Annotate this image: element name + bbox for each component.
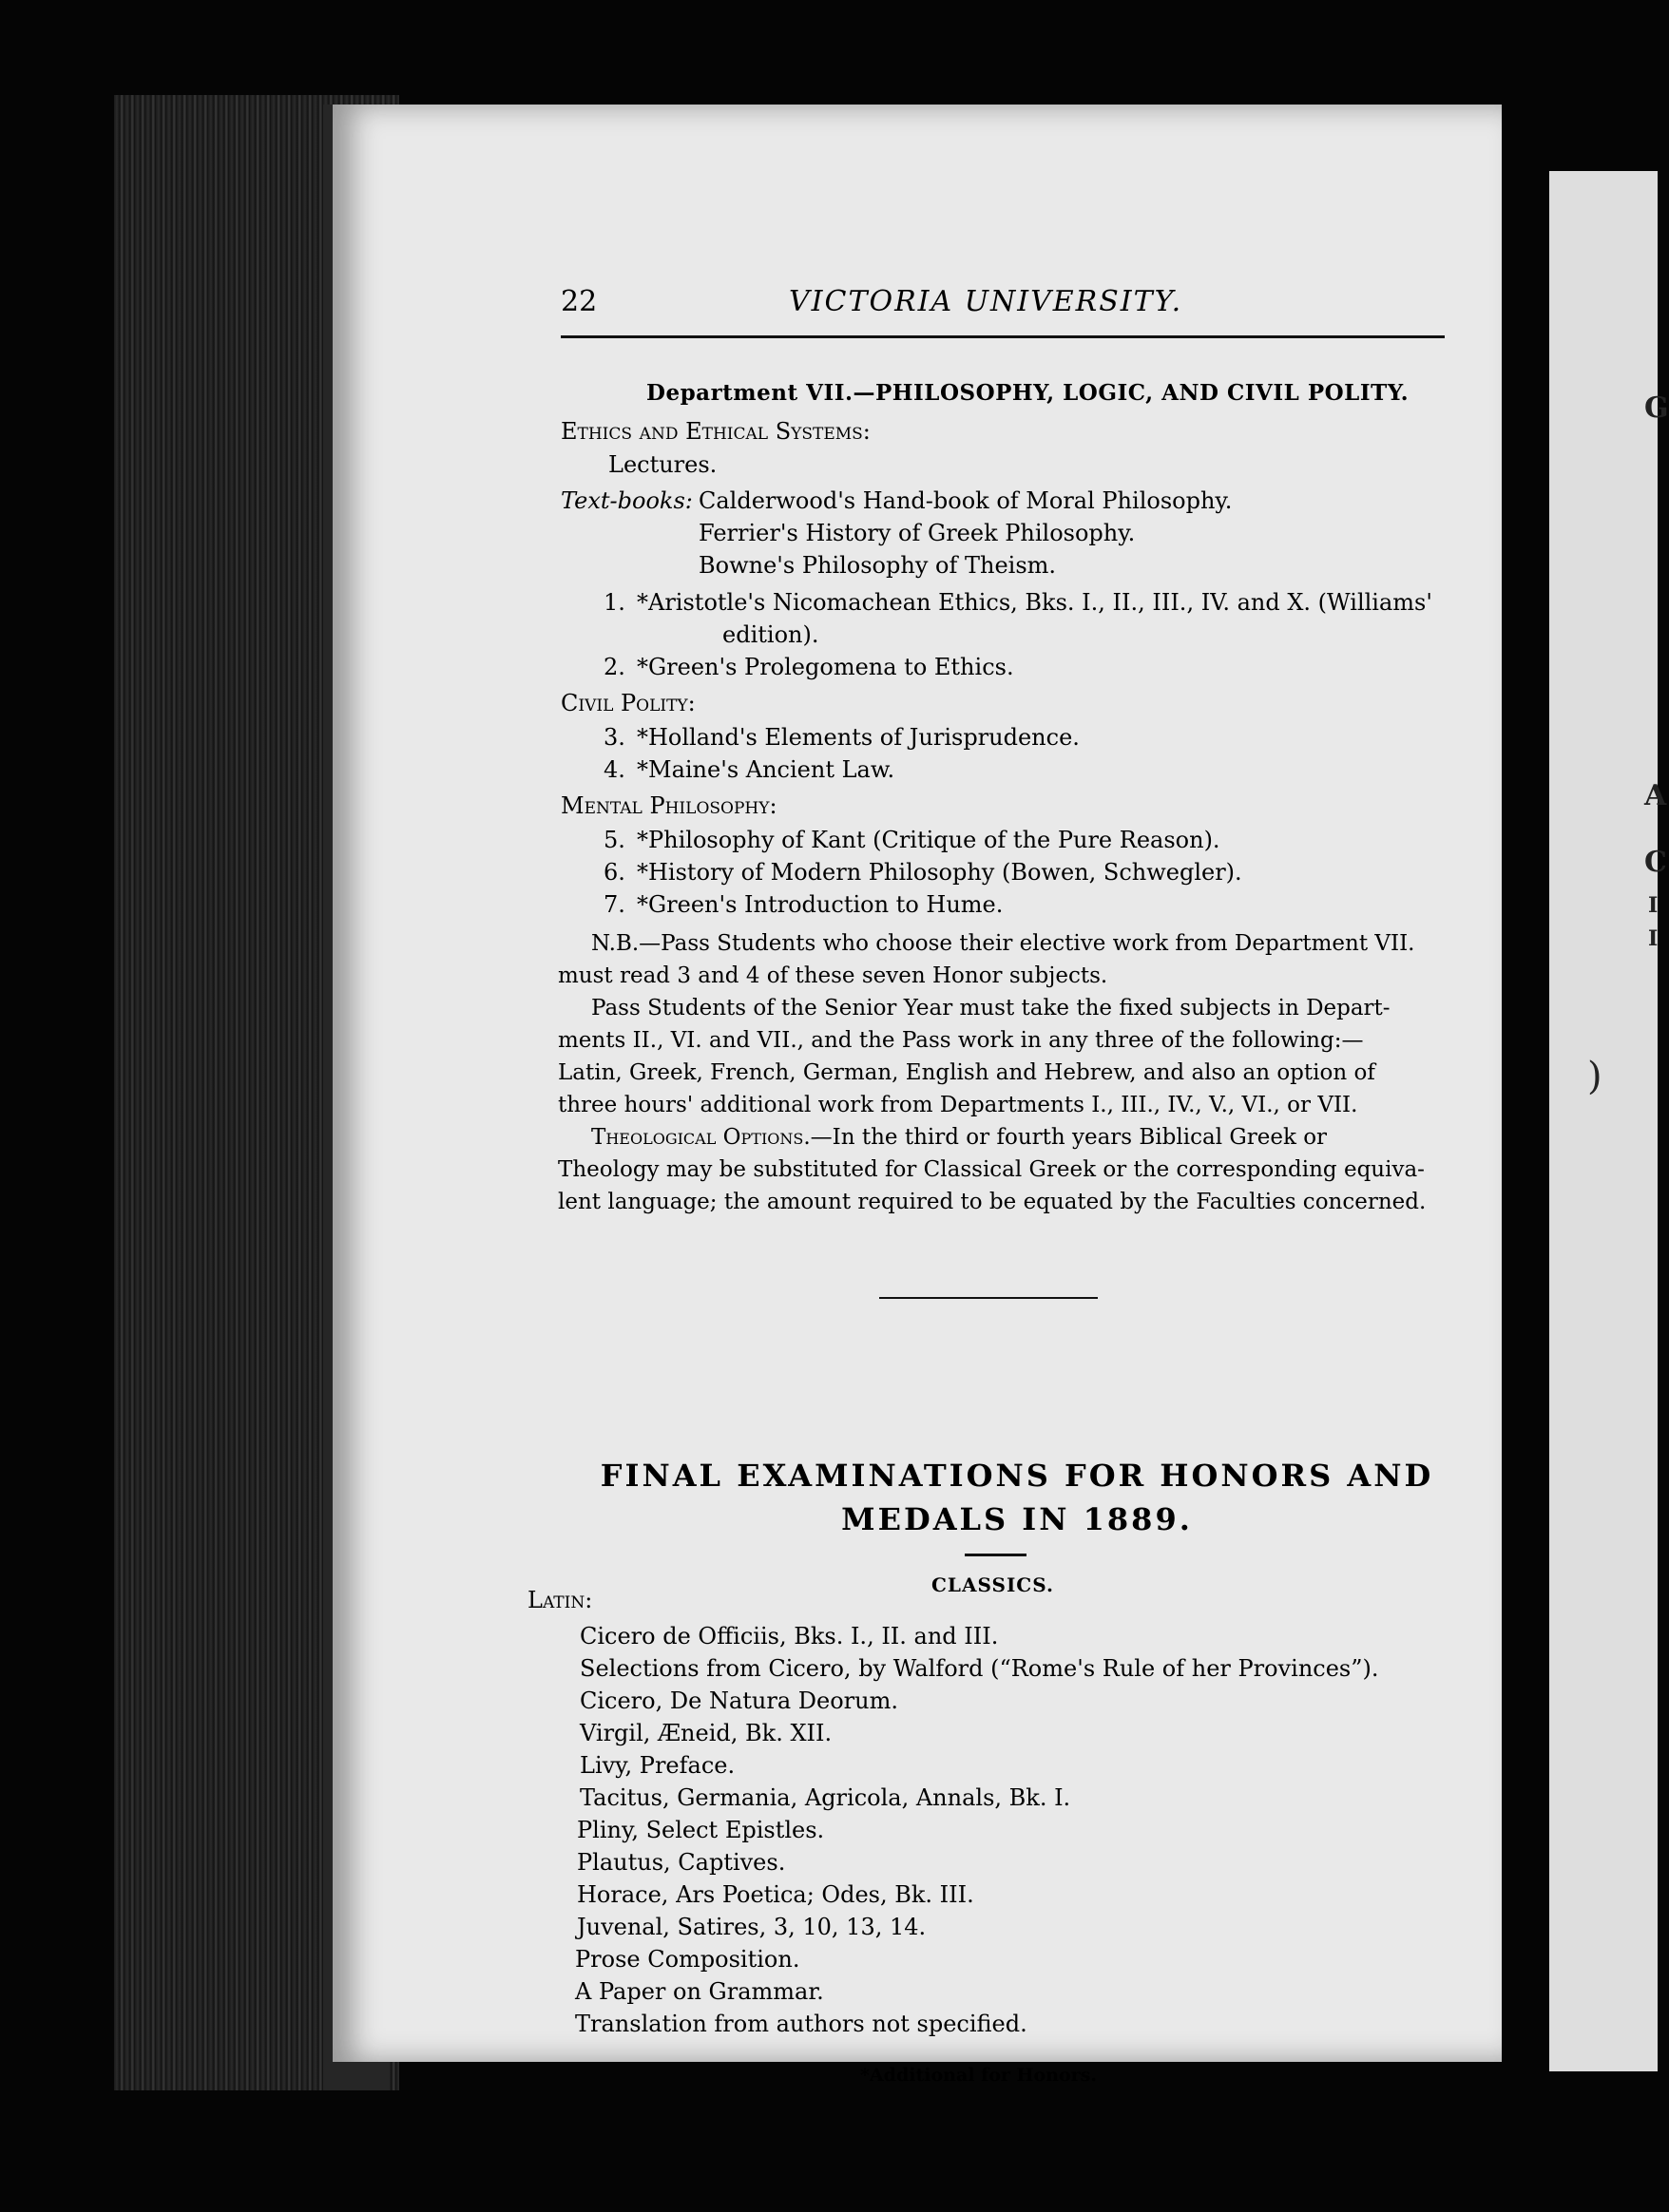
nb-paragraph: N.B.—Pass Students who choose their elective work from Department VII. [591,931,1415,956]
facing-page-fragment: I [1648,926,1659,951]
theological-paragraph: lent language; the amount required to be equated by the Faculties concerned. [558,1190,1427,1214]
page-number: 22 [561,285,598,318]
running-title: VICTORIA UNIVERSITY. [789,285,1183,318]
latin-item: Tacitus, Germania, Agricola, Annals, Bk. I. [580,1784,1071,1811]
textbook-item: Ferrier's History of Greek Philosophy. [699,520,1136,546]
facing-page-fragment: C [1644,846,1667,879]
short-rule [965,1554,1026,1556]
latin-item: Cicero, De Natura Deorum. [580,1688,898,1714]
ethics-heading: Ethics and Ethical Systems: [561,418,871,445]
theological-paragraph [591,1125,1327,1150]
textbook-item: Bowne's Philosophy of Theism. [699,552,1057,579]
latin-item: Plautus, Captives. [577,1849,786,1876]
section-divider [879,1297,1098,1299]
final-heading-line: FINAL EXAMINATIONS FOR HONORS AND [600,1458,1434,1494]
latin-item: Translation from authors not specified. [575,2011,1027,2037]
lectures-text: Lectures. [608,451,718,478]
honor-subject: *History of Modern Philosophy (Bowen, Schwegler). [637,859,1242,886]
footnote: *Additional for Honors. [860,2065,1097,2086]
honor-subject: *Maine's Ancient Law. [637,756,895,783]
pass-paragraph: Pass Students of the Senior Year must take the fixed subjects in Depart- [591,996,1391,1020]
latin-heading: Latin: [528,1587,593,1613]
latin-item: Prose Composition. [575,1946,800,1973]
textbooks-label: Text-books: [561,487,693,514]
honor-subject: *Green's Prolegomena to Ethics. [637,654,1014,680]
latin-item: Horace, Ars Poetica; Odes, Bk. III. [577,1881,974,1908]
latin-item: Virgil, Æneid, Bk. XII. [580,1720,833,1746]
facing-page-fragment: A [1644,779,1667,812]
facing-page-fragment: G [1644,391,1669,425]
classics-subheading: CLASSICS. [931,1573,1054,1596]
latin-item: Juvenal, Satires, 3, 10, 13, 14. [577,1914,927,1940]
latin-item: Livy, Preface. [580,1752,736,1779]
civil-heading: Civil Polity: [561,690,696,716]
honor-subject: *Holland's Elements of Jurisprudence. [637,724,1080,751]
item-number: 4. [604,756,625,783]
item-number: 7. [604,891,625,918]
latin-item: A Paper on Grammar. [575,1978,824,2005]
nb-paragraph: must read 3 and 4 of these seven Honor subjects. [558,963,1108,988]
pass-paragraph: Latin, Greek, French, German, English and Hebrew, and also an option of [558,1060,1375,1085]
textbook-item: Calderwood's Hand-book of Moral Philosophy. [699,487,1233,514]
item-number: 2. [604,654,625,680]
facing-page [1549,171,1669,2071]
theological-paragraph: Theology may be substituted for Classical Greek or the corresponding equiva- [558,1157,1425,1182]
item-number: 6. [604,859,625,886]
latin-item: Pliny, Select Epistles. [577,1817,825,1843]
item-number: 1. [604,589,625,616]
item-number: 3. [604,724,625,751]
mental-heading: Mental Philosophy: [561,792,777,819]
facing-page-fragment: ) [1587,1055,1602,1098]
running-header [561,285,1445,333]
theological-label: Theological Options. [591,1125,811,1150]
item-number: 5. [604,827,625,853]
pass-paragraph: ments II., VI. and VII., and the Pass work in any three of the following:— [558,1028,1364,1053]
honor-subject: *Philosophy of Kant (Critique of the Pure Reason). [637,827,1220,853]
honor-subject: *Green's Introduction to Hume. [637,891,1004,918]
honor-subject-cont: edition). [722,621,819,648]
final-heading-line: MEDALS IN 1889. [841,1501,1193,1537]
department-heading: Department VII.—PHILOSOPHY, LOGIC, AND CIVIL POLITY. [646,380,1410,406]
facing-page-fragment: I [1648,893,1659,918]
final-exams-heading [575,1454,1459,1541]
latin-item: Cicero de Officiis, Bks. I., II. and III. [580,1623,999,1649]
pass-paragraph: three hours' additional work from Departments I., III., IV., V., VI., or VII. [558,1093,1358,1117]
book-page [333,105,1502,2086]
header-rule [561,335,1445,338]
honor-subject: *Aristotle's Nicomachean Ethics, Bks. I., II., III., IV. and X. (Williams' [637,589,1432,616]
latin-item: Selections from Cicero, by Walford (“Rome's Rule of her Provinces”). [580,1655,1379,1682]
theological-text: —In the third or fourth years Biblical Greek or [810,1125,1328,1150]
